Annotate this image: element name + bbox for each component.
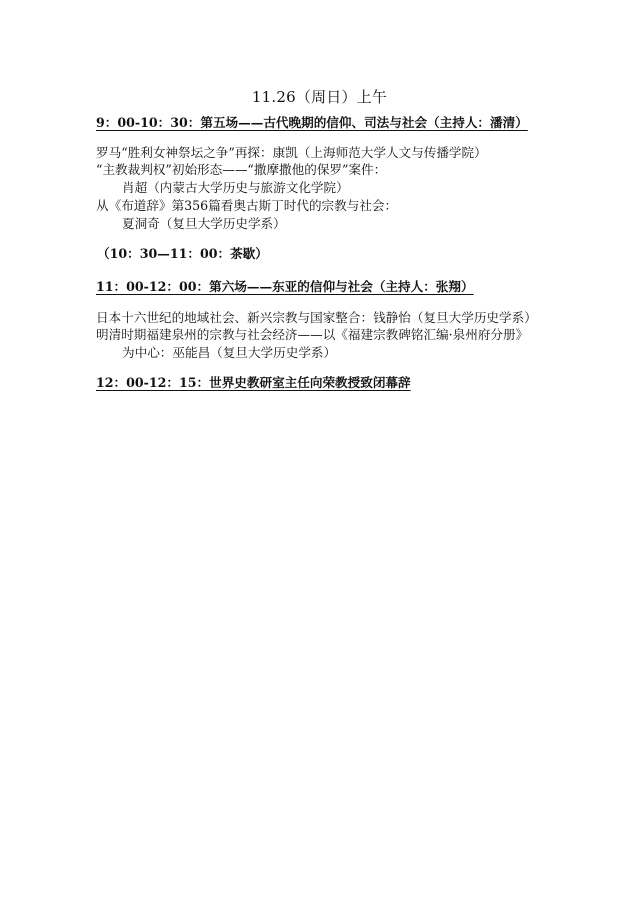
session6-heading: 11：00-12：00：第六场——东亚的信仰与社会（主持人：张翔） <box>96 279 474 294</box>
session5-talk3-speaker: 夏洞奇（复旦大学历史学系） <box>122 216 286 231</box>
session6-talk2-title: 明清时期福建泉州的宗教与社会经济——以《福建宗教碑铭汇编·泉州府分册》 <box>96 327 529 342</box>
session5-talk2-speaker: 肖超（内蒙古大学历史与旅游文化学院） <box>122 180 349 195</box>
page-title: 11.26（周日）上午 <box>251 88 388 106</box>
session5-talk2-title: “主教裁判权”初始形态——“撒摩撒他的保罗”案件： <box>96 162 387 177</box>
session6-talk1: 日本十六世纪的地域社会、新兴宗教与国家整合：钱静怡（复旦大学历史学系） <box>96 310 537 325</box>
session5-heading: 9：00-10：30：第五场——古代晚期的信仰、司法与社会（主持人：潘清） <box>96 115 528 130</box>
tea-break: （10：30—11：00：茶歇） <box>97 246 268 261</box>
session5-talk1: 罗马“胜利女神祭坛之争”再探：康凯（上海师范大学人文与传播学院） <box>96 145 487 160</box>
closing-heading: 12：00-12：15：世界史教研室主任向荣教授致闭幕辞 <box>96 375 411 390</box>
session6-talk2-speaker: 为中心：巫能昌（复旦大学历史学系） <box>122 345 337 360</box>
session5-talk3-title: 从《布道辞》第356篇看奥古斯丁时代的宗教与社会： <box>96 198 398 213</box>
